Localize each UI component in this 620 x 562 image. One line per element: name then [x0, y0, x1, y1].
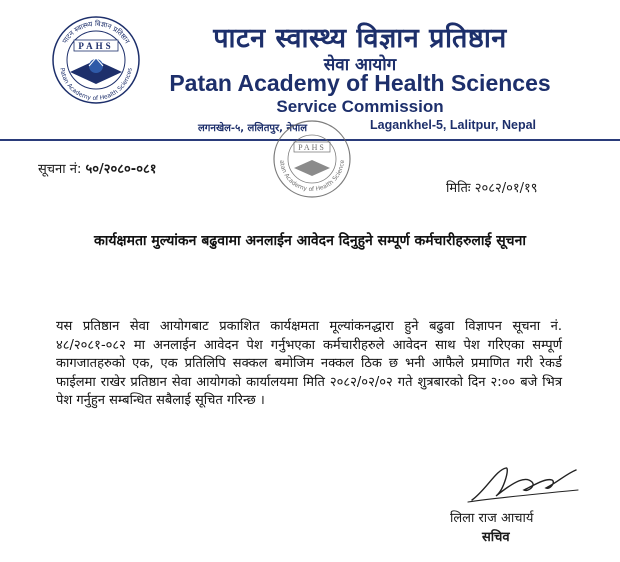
logo-letters: PAHS [78, 41, 114, 51]
stamp-ring-text: atan Academy of Health Science [277, 159, 347, 194]
notice-ref-label: सूचना नं: [38, 162, 82, 177]
address-nepali: लगनखेल-५, ललितपुर, नेपाल [198, 123, 308, 134]
org-subtitle-english: Service Commission [276, 97, 444, 116]
notice-date-value: २०८२/०१/१९ [474, 181, 538, 196]
org-subtitle-nepali: सेवा आयोग [323, 55, 397, 75]
stamp-letters: PAHS [298, 143, 326, 152]
org-name-nepali: पाटन स्वास्थ्य विज्ञान प्रतिष्ठान [213, 23, 507, 54]
notice-ref-value: ५०/२०८०-०८१ [85, 162, 157, 177]
logo-ring-bottom: Patan Academy of Health Sciences [58, 67, 134, 103]
pahs-logo [48, 14, 144, 106]
logo-ring-top: पाटन स्वास्थ्य विज्ञान प्रतिष्ठान [60, 19, 132, 45]
signatory-title: सचिव [482, 530, 510, 545]
notice-body: यस प्रतिष्ठान सेवा आयोगबाट प्रकाशित कार्यक्षमता मूल्यांकनद्धारा हुने बढुवा विज्ञापन सूचना नं. ४८/२०८१-०८२ मा अनलाईन आवेदन पेश गर्नुभएका कर्मचारीहरुले आवेदन साथ पेश गरिएका सम्पूर्ण कागजातहरुको एक, एक प्रतिलिपि सक्कल बमोजिम नक्कल ठिक छ भनी आफैले प्रमाणित गरी रेकर्ड फाईलमा राखेर प्रतिष्ठान सेवा आयोगको कार्यालयमा मिति २०८२/०२/०२ गते शुत्रबारको दिन २:०० बजे भित्र पेश गर्नुहुन सम्बन्धित सबैलाई सूचित गरिन्छ । [56, 319, 562, 408]
handwritten-signature [466, 460, 584, 508]
notice-title: कार्यक्षमता मुल्यांकन बढुवामा अनलाईन आवेदन दिनुहुने सम्पूर्ण कर्मचारीहरुलाई सूचना [94, 233, 526, 249]
org-name-english: Patan Academy of Health Sciences [169, 70, 551, 96]
notice-ref [38, 159, 156, 177]
office-stamp [270, 118, 354, 200]
signatory-name: लिला राज आचार्य [450, 511, 534, 526]
notice-date-label: मितिः [446, 181, 471, 196]
notice-date [446, 178, 538, 196]
address-english: Lagankhel-5, Lalitpur, Nepal [370, 118, 537, 132]
